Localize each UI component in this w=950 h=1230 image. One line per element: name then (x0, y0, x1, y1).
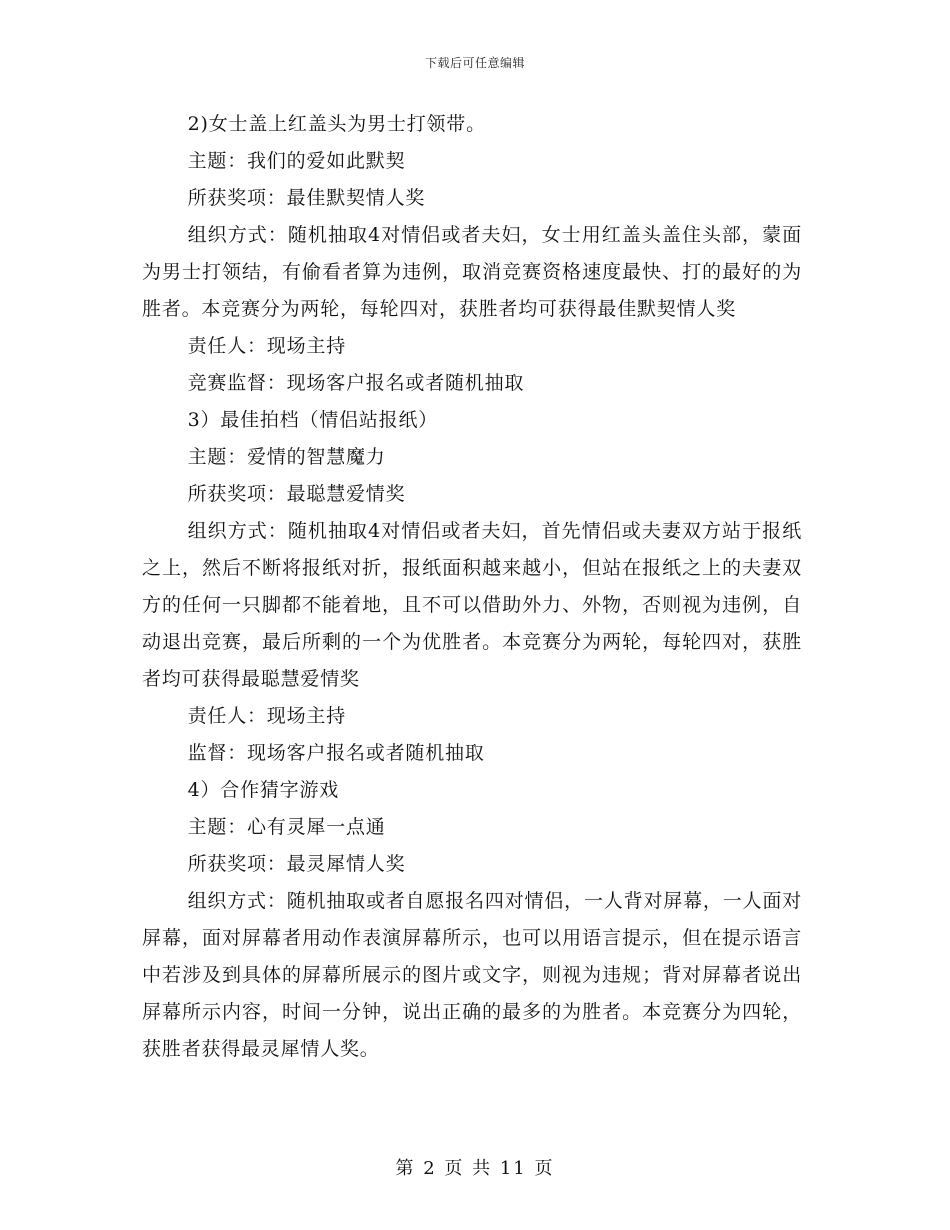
page-header: 下载后可任意编辑 (424, 56, 525, 70)
paragraph-organization: 组织方式：随机抽取或者自愿报名四对情侣，一人背对屏幕，一人面对屏幕，面对屏幕者用动作表演屏幕所示，也可以用语言提示，但在提示语言中若涉及到具体的屏幕所展示的图片或文字，则视为违规；背对屏幕者说出屏幕所示内容，时间一分钟，说出正确的最多的为胜者。本竞赛分为四轮，获胜者获得最灵犀情人奖。 (142, 890, 802, 1060)
paragraph-supervision: 竞赛监督：现场客户报名或者随机抽取 (187, 372, 525, 394)
paragraph-theme: 主题：心有灵犀一点通 (187, 816, 386, 838)
page-footer: 第 2 页 共 11 页 (395, 1158, 555, 1179)
paragraph-responsible: 责任人：现场主持 (187, 335, 346, 357)
paragraph-supervision: 监督：现场客户报名或者随机抽取 (187, 742, 485, 764)
paragraph-responsible: 责任人：现场主持 (187, 705, 346, 727)
paragraph-activity-2-title: 2)女士盖上红盖头为男士打领带。 (187, 113, 486, 135)
paragraph-award: 所获奖项：最聪慧爱情奖 (187, 483, 406, 505)
paragraph-theme: 主题：爱情的智慧魔力 (187, 446, 386, 468)
paragraph-activity-4-title: 4）合作猜字游戏 (187, 779, 340, 801)
paragraph-award: 所获奖项：最佳默契情人奖 (187, 187, 426, 209)
paragraph-organization: 组织方式：随机抽取4对情侣或者夫妇，女士用红盖头盖住头部，蒙面为男士打领结，有偷看者算为违例，取消竞赛资格速度最快、打的最好的为胜者。本竞赛分为两轮，每轮四对，获胜者均可获得最佳默契情人奖 (142, 224, 802, 320)
paragraph-organization: 组织方式：随机抽取4对情侣或者夫妇，首先情侣或夫妻双方站于报纸之上，然后不断将报纸对折，报纸面积越来越小，但站在报纸之上的夫妻双方的任何一只脚都不能着地，且不可以借助外力、外物，否则视为违例，自动退出竞赛，最后所剩的一个为优胜者。本竞赛分为两轮，每轮四对，获胜者均可获得最聪慧爱情奖 (142, 520, 802, 690)
document-body (142, 106, 802, 1068)
paragraph-award: 所获奖项：最灵犀情人奖 (187, 853, 406, 875)
paragraph-theme: 主题：我们的爱如此默契 (187, 150, 406, 172)
paragraph-activity-3-title: 3）最佳拍档（情侣站报纸） (187, 409, 439, 431)
